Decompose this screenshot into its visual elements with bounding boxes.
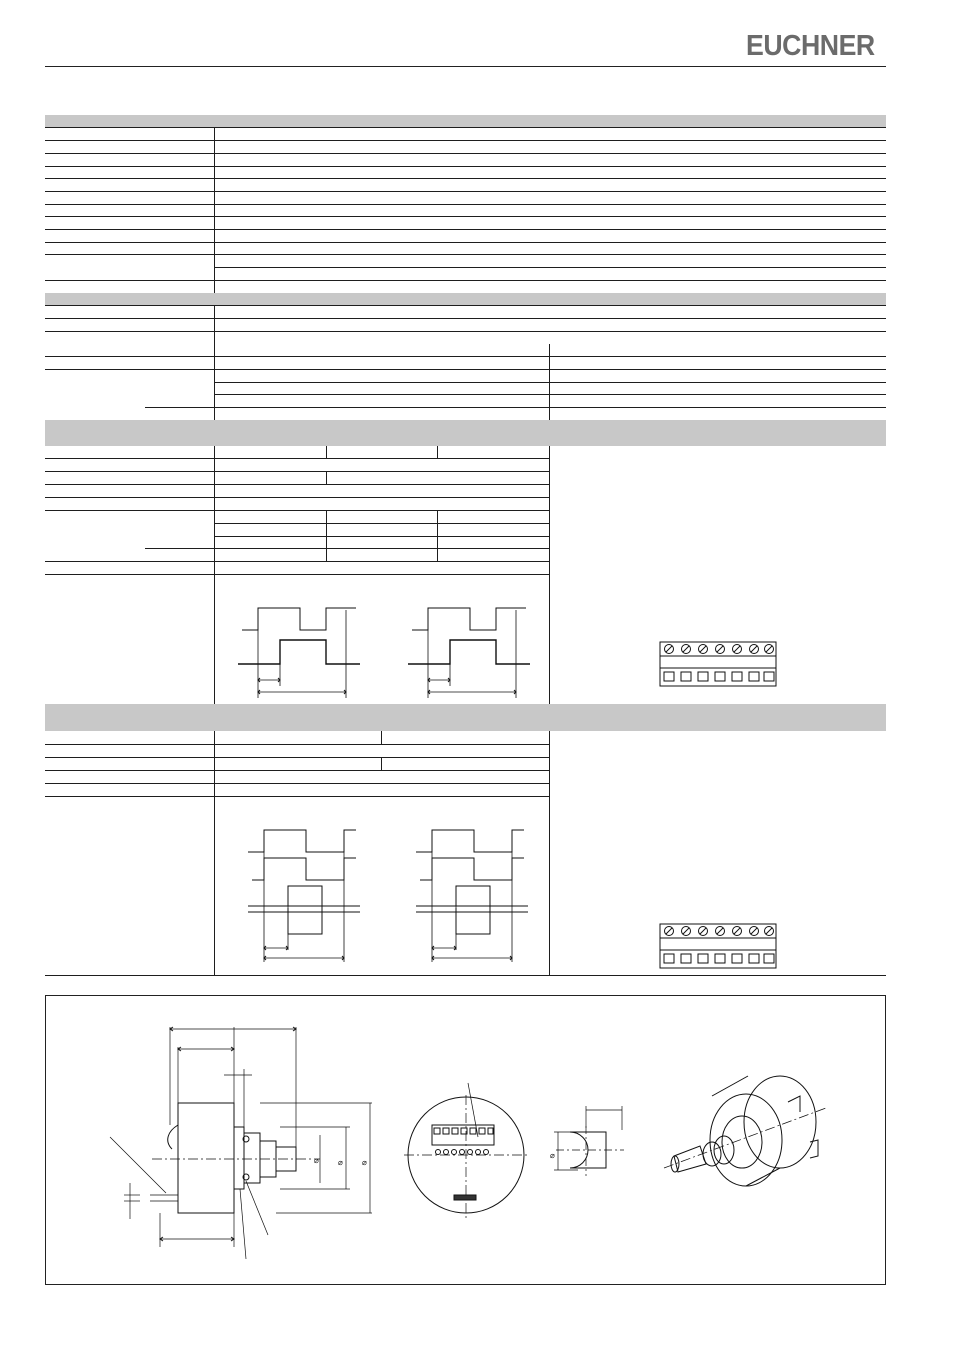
side-view-drawing (100, 1015, 390, 1265)
row-line (214, 523, 549, 524)
row-line (45, 574, 549, 575)
row-line (45, 178, 886, 179)
row-line (45, 191, 886, 192)
row-line (45, 153, 886, 154)
row-line (145, 548, 549, 549)
row-line (214, 382, 886, 383)
row-line (45, 458, 549, 459)
pulse-diagram-right (400, 600, 540, 700)
row-line (45, 216, 886, 217)
row-line (45, 561, 549, 562)
row-line (45, 127, 886, 128)
table-bottom-line (45, 975, 886, 976)
column-line (326, 510, 327, 561)
column-line (381, 757, 382, 770)
terminal-block-2 (656, 922, 780, 970)
perspective-view-drawing (660, 1060, 830, 1210)
section-header-output-2 (45, 704, 886, 731)
column-line (214, 731, 215, 975)
row-line (45, 204, 886, 205)
row-line (45, 166, 886, 167)
row-line (45, 280, 886, 281)
column-line (214, 127, 215, 293)
column-line (549, 731, 550, 975)
row-line (45, 796, 549, 797)
row-line (45, 510, 549, 511)
row-line (214, 267, 886, 268)
row-line (45, 140, 886, 141)
section-header-general (45, 115, 886, 127)
column-line (326, 471, 327, 484)
svg-text:⌀: ⌀ (362, 1158, 367, 1167)
svg-text:⌀: ⌀ (550, 1151, 555, 1160)
row-line (45, 497, 549, 498)
row-line (45, 744, 549, 745)
row-line (45, 471, 549, 472)
column-line (381, 731, 382, 744)
column-line (437, 446, 438, 458)
row-line (45, 229, 886, 230)
pulse-diagram-three-track-left (240, 822, 370, 964)
svg-text:⌀: ⌀ (338, 1158, 343, 1167)
row-line (45, 331, 886, 332)
row-line (45, 305, 886, 306)
column-line (326, 446, 327, 458)
row-line (145, 407, 886, 408)
row-line (45, 318, 886, 319)
column-line (437, 510, 438, 561)
column-line (549, 344, 550, 420)
pulse-diagram-left (230, 600, 370, 700)
section-header-electrical (45, 293, 886, 305)
svg-text:⌀: ⌀ (314, 1156, 319, 1165)
section-header-output-1 (45, 420, 886, 446)
row-line (214, 536, 549, 537)
row-line (45, 783, 549, 784)
row-line (214, 394, 886, 395)
row-line (45, 254, 886, 255)
terminal-block-1 (656, 640, 780, 688)
euchner-logo: EUCHNER (746, 30, 875, 62)
front-view-drawing (400, 1075, 530, 1225)
row-line (45, 757, 549, 758)
column-line (214, 305, 215, 420)
row-line (45, 242, 886, 243)
row-line (45, 484, 549, 485)
pulse-diagram-three-track-right (408, 822, 538, 964)
row-line (45, 356, 886, 357)
row-line (45, 369, 886, 370)
column-line (549, 446, 550, 704)
row-line (45, 770, 549, 771)
shaft-profile-drawing (548, 1100, 628, 1180)
column-line (214, 446, 215, 704)
